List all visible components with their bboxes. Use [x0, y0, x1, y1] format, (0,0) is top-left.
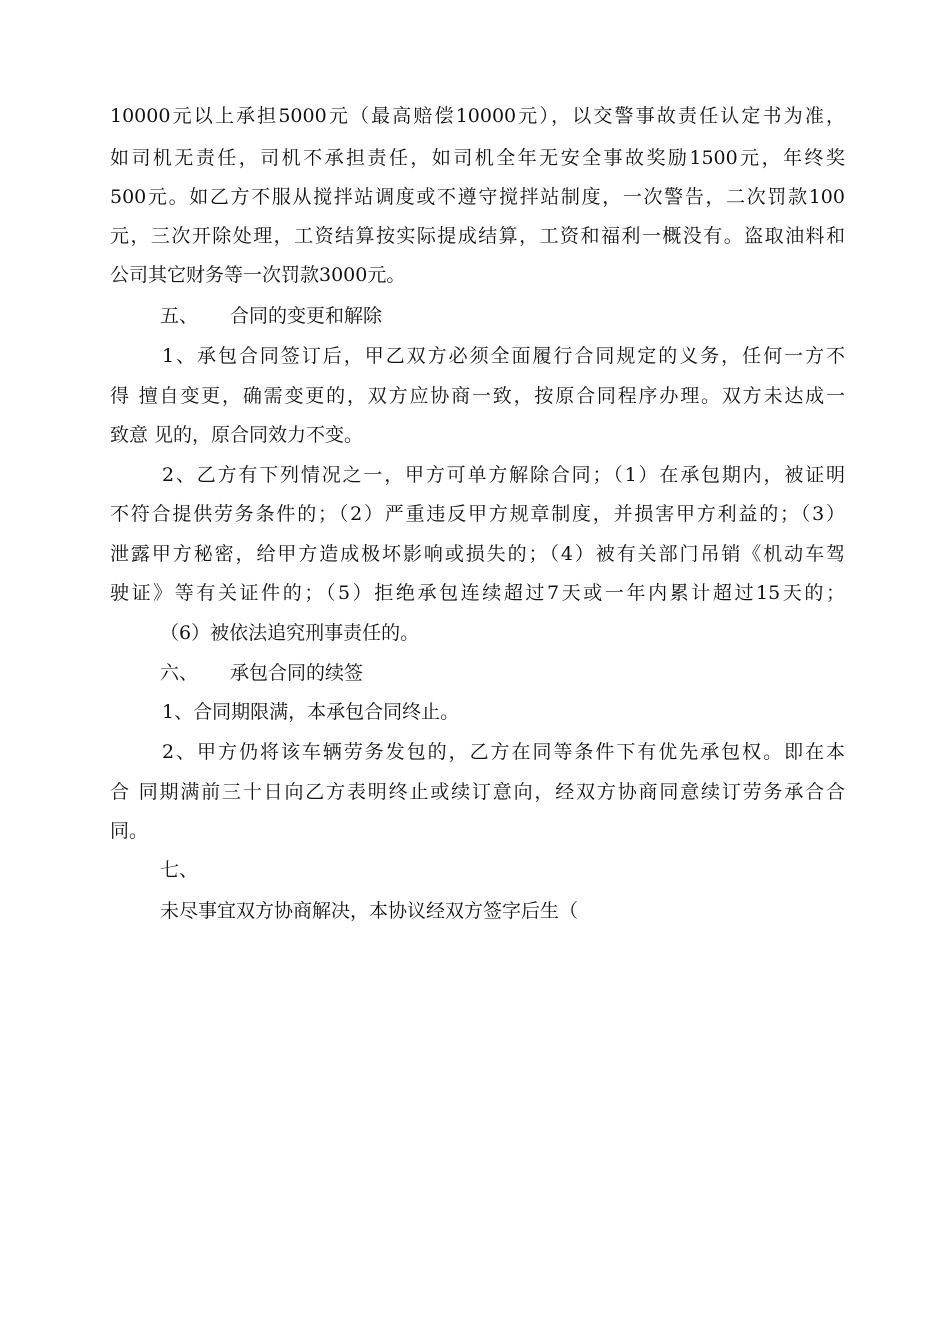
clause-line: 致意 见的，原合同效力不变。 — [110, 424, 364, 446]
clause-line: 同。 — [110, 820, 149, 842]
paragraph-line: 如司机无责任，司机不承担责任，如司机全年无安全事故奖励1500元，年终奖 — [110, 147, 845, 169]
section-number: 五、 — [160, 305, 199, 327]
clause-line: 不符合提供劳务条件的；（2）严重违反甲方规章制度，并损害甲方利益的；（3） — [110, 503, 845, 525]
clause-line: 驶证》等有关证件的；（5）拒绝承包连续超过7天或一年内累计超过15天的； — [110, 582, 845, 604]
clause-line: 2、乙方有下列情况之一，甲方可单方解除合同；（1）在承包期内，被证明 — [162, 464, 845, 486]
clause-line: 合 同期满前三十日向乙方表明终止或续订意向，经双方协商同意续订劳务承合合 — [110, 781, 845, 803]
clause-line: 1、合同期限满，本承包合同终止。 — [162, 701, 460, 723]
section-number: 六、 — [160, 662, 199, 684]
clause-line: 2、甲方仍将该车辆劳务发包的，乙方在同等条件下有优先承包权。即在本 — [162, 741, 845, 763]
clause-line: 泄露甲方秘密，给甲方造成极坏影响或损失的；（4）被有关部门吊销《机动车驾 — [110, 543, 845, 565]
clause-line: 1、承包合同签订后，甲乙双方必须全面履行合同规定的义务，任何一方不 — [162, 345, 845, 367]
section-5-heading — [160, 304, 845, 328]
section-7-heading: 七、 — [160, 859, 199, 881]
paragraph-line: 10000元以上承担5000元（最高赔偿10000元），以交警事故责任认定书为准， — [110, 105, 845, 127]
paragraph-line: 500元。如乙方不服从搅拌站调度或不遵守搅拌站制度，一次警告，二次罚款100 — [110, 186, 845, 208]
clause-line: （6）被依法追究刑事责任的。 — [160, 622, 420, 644]
paragraph-line: 公司其它财务等一次罚款3000元。 — [110, 264, 406, 286]
paragraph-line: 元，三次开除处理，工资结算按实际提成结算，工资和福利一概没有。盗取油料和 — [110, 225, 845, 247]
closing-text: 未尽事宜双方协商解决，本协议经双方签字后生（ — [160, 900, 579, 922]
section-title: 合同的变更和解除 — [230, 305, 383, 327]
clause-line: 得 擅自变更，确需变更的，双方应协商一致，按原合同程序办理。双方未达成一 — [110, 385, 845, 407]
section-title: 承包合同的续签 — [230, 662, 364, 684]
section-6-heading — [160, 661, 845, 685]
